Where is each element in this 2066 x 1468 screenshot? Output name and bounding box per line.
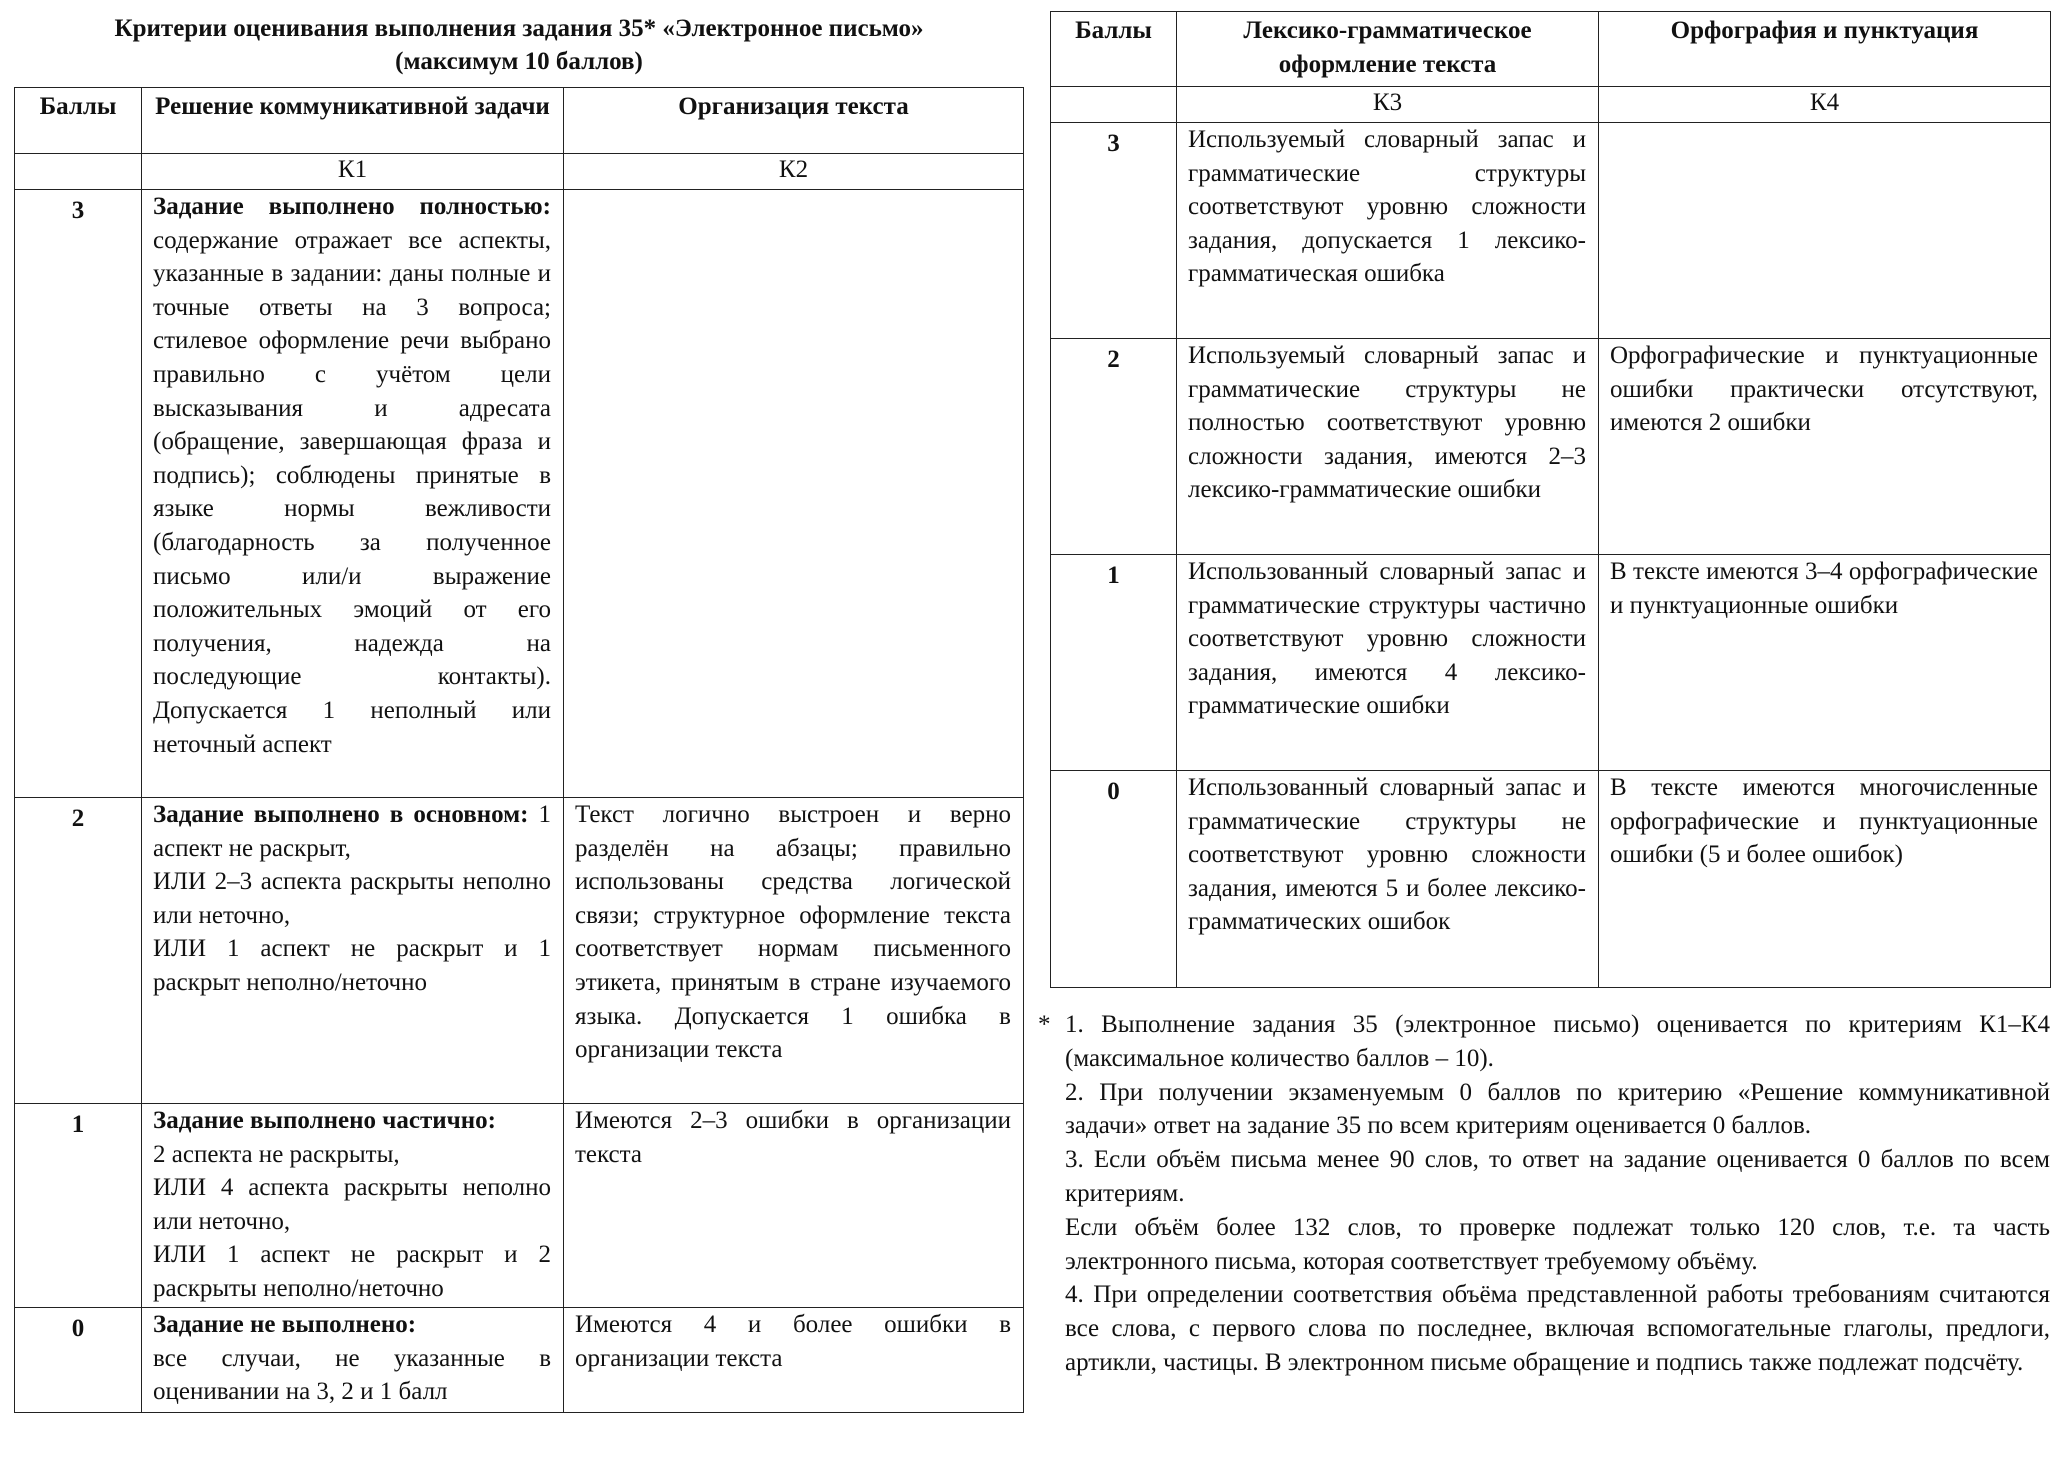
header-k4: Орфография и пунктуация (1599, 12, 2051, 87)
code-k3: К3 (1177, 87, 1599, 123)
footnote-4: 4. При определении соответствия объёма представленной работы требованиям считаются все слова, с первого слова по последнее, включая вспомогательные глаголы, предлоги, артикли, частицы. В электронном письме обращение и подпись также подлежат подсчёту. (1065, 1281, 2050, 1376)
k1-lead: Задание выполнено полностью: (153, 193, 551, 220)
table-row (15, 798, 1024, 1104)
k4-cell: Орфографические и пунктуационные ошибки практически отсутствуют, имеются 2 ошибки (1599, 339, 2051, 555)
criteria-title-line2: (максимум 10 баллов) (395, 48, 643, 75)
footnote-1-text: 1. Выполнение задания 35 (электронное письмо) оценивается по критериям К1–К4 (максимальное количество баллов – 10). (1065, 1011, 2050, 1072)
k2-cell: Текст логично выстроен и верно разделён на абзацы; правильно использованы средства логической связи; структурное оформление текста соответствует нормам письменного этикета, принятым в стране изучаемого языка. Допускается 1 ошибка в организации текста (564, 798, 1024, 1104)
k1-line: ИЛИ 1 аспект не раскрыт и 1 раскрыт неполно/неточно (153, 935, 551, 996)
header-k2: Организация текста (564, 88, 1024, 154)
header-row (1051, 12, 2051, 87)
footnote-3b: Если объём более 132 слов, то проверке подлежат только 120 слов, т.е. та часть электронного письма, которая соответствует требуемому объёму. (1065, 1213, 2050, 1275)
code-k1: К1 (142, 154, 564, 190)
criteria-table-k1-k2 (14, 87, 1024, 1413)
header-k3: Лексико-грамматическое оформление текста (1177, 12, 1599, 87)
k1-text: содержание отражает все аспекты, указанные в задании: даны полные и точные ответы на 3 вопроса; стилевое оформление речи выбрано правильно с учётом цели высказывания и адресата (обращение, завершающая фраза и подпись); соблюдены принятые в языке нормы вежливости (благодарность за полученное письмо или/и выражение положительных эмоций от его получения, надежда на последующие контакты). Допускается 1 неполный или неточный аспект (153, 226, 551, 758)
k1-cell (142, 1104, 564, 1308)
k1-line: ИЛИ 2–3 аспекта раскрыты неполно или неточно, (153, 868, 551, 929)
k1-lead: Задание не выполнено: (153, 1311, 417, 1338)
header-points: Баллы (1051, 12, 1177, 87)
k1-cell (142, 798, 564, 1104)
points-cell: 2 (15, 798, 142, 1104)
k4-cell: В тексте имеются многочисленные орфографические и пунктуационные ошибки (5 и более ошибок) (1599, 771, 2051, 988)
points-cell: 3 (15, 190, 142, 798)
footnote-3: 3. Если объём письма менее 90 слов, то ответ на задание оценивается 0 баллов по всем критериям. (1065, 1146, 2050, 1207)
k1-cell (142, 190, 564, 798)
code-k2: К2 (564, 154, 1024, 190)
code-empty (1051, 87, 1177, 123)
header-row (15, 88, 1024, 154)
table-row (1051, 339, 2051, 555)
k3-cell: Используемый словарный запас и грамматические структуры соответствуют уровню сложности задания, допускается 1 лексико-грамматическая ошибка (1177, 123, 1599, 339)
points-cell: 3 (1051, 123, 1177, 339)
footnote-asterisk: * (1038, 1011, 1051, 1038)
table-row (15, 190, 1024, 798)
k2-cell: Имеются 4 и более ошибки в организации текста (564, 1308, 1024, 1413)
k1-line: 1 аспект не раскрыт, (153, 801, 551, 862)
table-row (15, 1308, 1024, 1413)
k2-cell: Имеются 2–3 ошибки в организации текста (564, 1104, 1024, 1308)
code-row (1051, 87, 2051, 123)
k1-lead: Задание выполнено в основном: (153, 801, 529, 828)
k1-line: ИЛИ 4 аспекта раскрыты неполно или неточно, (153, 1174, 551, 1235)
criteria-table-k3-k4 (1050, 11, 2051, 988)
k3-cell: Использованный словарный запас и грамматические структуры частично соответствуют уровню сложности задания, имеются 4 лексико-грамматические ошибки (1177, 555, 1599, 771)
k3-cell: Использованный словарный запас и грамматические структуры не соответствуют уровню сложности задания, имеются 5 и более лексико-грамматических ошибок (1177, 771, 1599, 988)
k1-cell (142, 1308, 564, 1413)
footnote-1 (1038, 1008, 2050, 1076)
k2-cell (564, 190, 1024, 798)
table-row (1051, 123, 2051, 339)
k4-cell: В тексте имеются 3–4 орфографические и пунктуационные ошибки (1599, 555, 2051, 771)
table-row (15, 1104, 1024, 1308)
code-empty (15, 154, 142, 190)
k1-line: ИЛИ 1 аспект не раскрыт и 2 раскрыты неполно/неточно (153, 1241, 551, 1302)
points-cell: 1 (15, 1104, 142, 1308)
points-cell: 2 (1051, 339, 1177, 555)
footnote-2: 2. При получении экзаменуемым 0 баллов по критерию «Решение коммуникативной задачи» ответ на задание 35 по всем критериям оценивается 0 баллов. (1065, 1078, 2050, 1140)
k1-lead: Задание выполнено частично: (153, 1107, 496, 1134)
header-points: Баллы (15, 88, 142, 154)
points-cell: 0 (1051, 771, 1177, 988)
k1-line: 2 аспекта не раскрыты, (153, 1140, 400, 1168)
code-row (15, 154, 1024, 190)
code-k4: К4 (1599, 87, 2051, 123)
header-k1: Решение коммуникативной задачи (142, 88, 564, 154)
k3-cell: Используемый словарный запас и грамматические структуры не полностью соответствуют уровню сложности задания, имеются 2–3 лексико-грамматические ошибки (1177, 339, 1599, 555)
k4-cell (1599, 123, 2051, 339)
criteria-title-line1: Критерии оценивания выполнения задания 35* «Электронное письмо» (114, 15, 924, 42)
footnotes (1038, 1008, 2050, 1380)
table-row (1051, 771, 2051, 988)
criteria-title (14, 12, 1024, 78)
table-row (1051, 555, 2051, 771)
points-cell: 0 (15, 1308, 142, 1413)
k1-line: все случаи, не указанные в оценивании на 3, 2 и 1 балл (153, 1344, 551, 1406)
points-cell: 1 (1051, 555, 1177, 771)
